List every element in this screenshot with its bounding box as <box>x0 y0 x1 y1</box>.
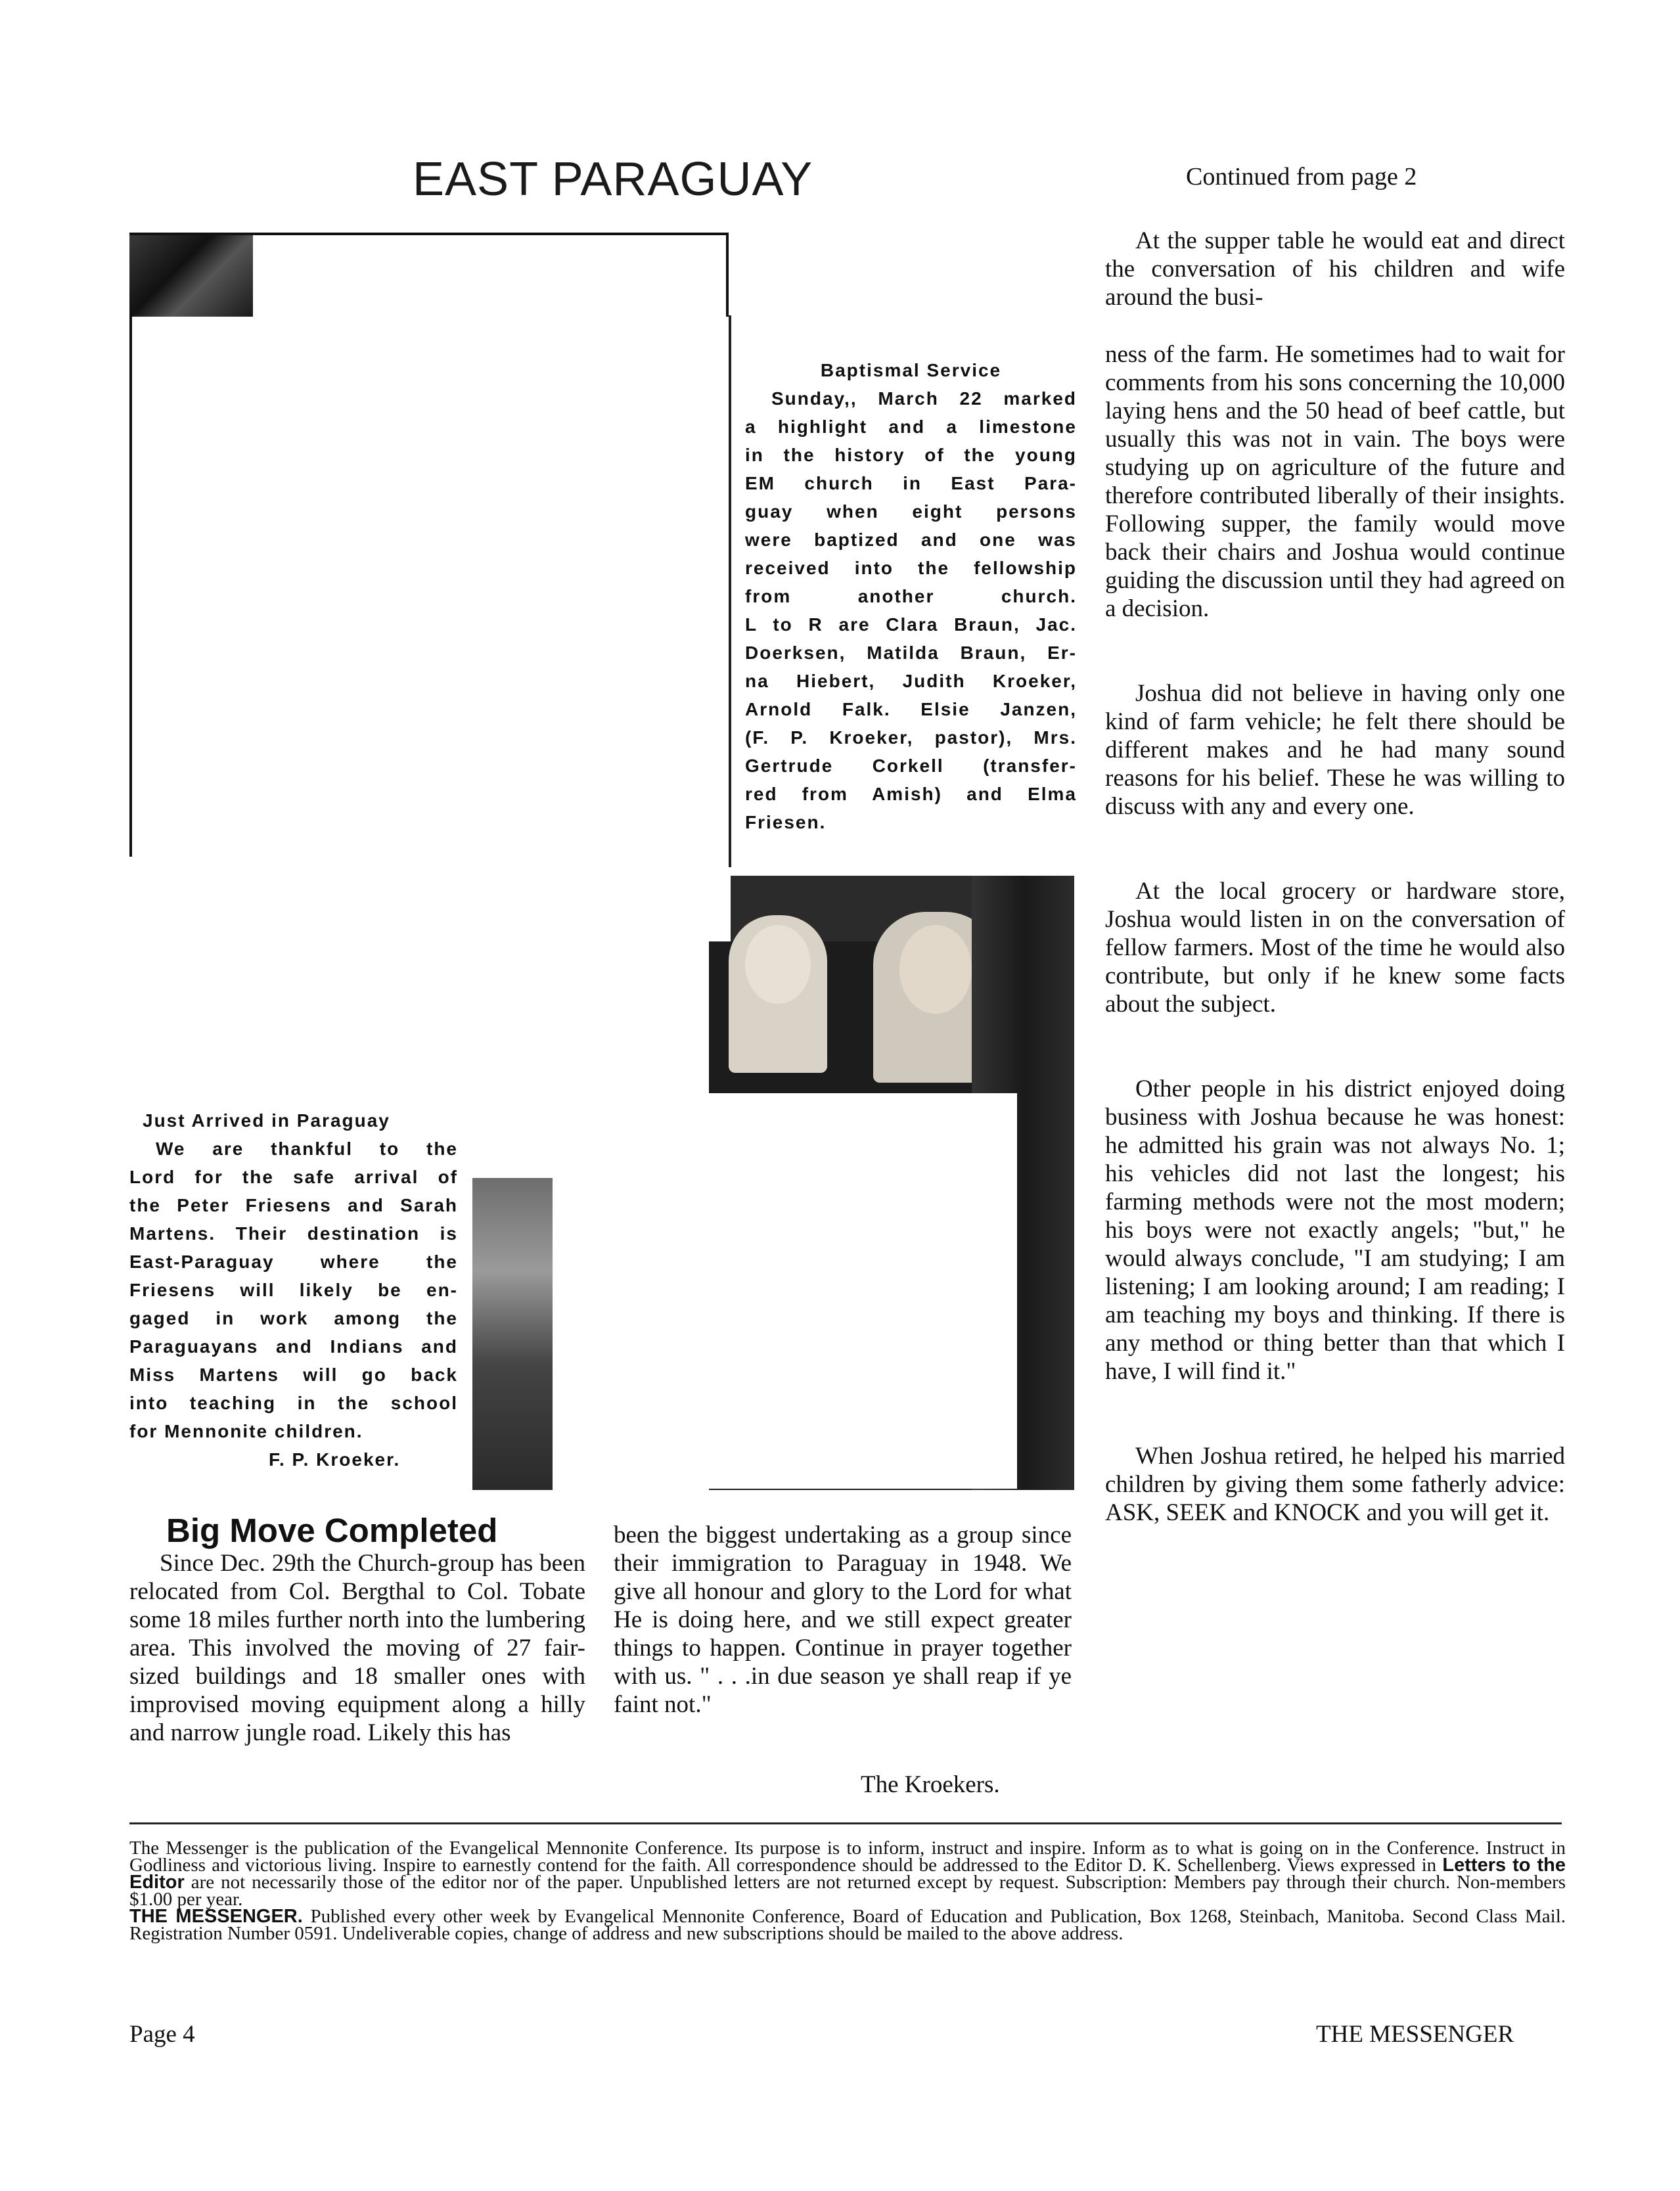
baptismal-line: guay when eight persons <box>745 501 1077 522</box>
big-move-col1: Since Dec. 29th the Church-group has been relocated from Col. Bergthal to Col. Tobate some 18 miles further north into the lumbering area. This involved the moving of 27 fair-sized buildings and 18 smaller ones with improvised moving equipment along a hilly and narrow jungle road. Likely this has <box>129 1550 585 1746</box>
right-para-3: Joshua did not believe in having only one kind of farm vehicle; he felt there should be different makes and he had many sound reasons for his belief. These he was willing to discuss with any and every one. <box>1105 680 1565 820</box>
baptismal-line: received into the fellowship <box>745 558 1077 578</box>
arrived-line: East-Paraguay where the <box>129 1252 458 1272</box>
footer-rule <box>129 1822 1562 1824</box>
baptismal-line: Sunday,, March 22 marked <box>771 388 1077 409</box>
footer-block <box>129 1840 1566 1942</box>
baptismal-line: Friesen. <box>745 812 827 832</box>
baptismal-line: (F. P. Kroeker, pastor), Mrs. <box>745 727 1077 748</box>
big-move-col2: been the biggest undertaking as a group since their immigration to Paraguay in 1948. We give all honour and glory to the Lord for what He is doing here, and we still expect greater things to happen. Continue in prayer together with us. " . . .in due season ye shall reap if ye faint not." <box>614 1522 1072 1718</box>
arrived-title: Just Arrived in Paraguay <box>143 1110 390 1131</box>
arrived-line: Martens. Their destination is <box>129 1223 458 1244</box>
publication-name: THE MESSENGER. <box>129 1906 303 1927</box>
arrived-line: We are thankful to the <box>156 1139 458 1159</box>
arrived-line: Lord for the safe arrival of <box>129 1167 458 1187</box>
arrived-line: into teaching in the school <box>129 1393 458 1413</box>
big-move-headline: Big Move Completed <box>166 1512 498 1549</box>
right-para-2: ness of the farm. He sometimes had to wait for comments from his sons concerning the 10,000 laying hens and the 50 head of beef cattle, but usually this was not in vain. The boys were studying up on agriculture of the future and therefore contributed liberally of their insights. Following supper, the family would move back their chairs and Joshua would continue guiding the discussion until they had agreed on a decision. <box>1105 341 1565 622</box>
arrived-caption <box>129 1106 458 1474</box>
letters-to-editor: Letters to the Editor <box>129 1855 1566 1893</box>
baptismal-title: Baptismal Service <box>820 360 1002 380</box>
right-para-6: When Joshua retired, he helped his married children by giving them some fatherly advice: ASK, SEEK and KNOCK and you will get it. <box>1105 1443 1565 1526</box>
paper-name: THE MESSENGER <box>1316 2021 1514 2048</box>
baptismal-line: were baptized and one was <box>745 530 1077 550</box>
big-move-signature: The Kroekers. <box>861 1771 1000 1798</box>
arrived-signature: F. P. Kroeker. <box>269 1449 401 1470</box>
baptismal-line: Gertrude Corkell (transfer- <box>745 756 1077 776</box>
page-number: Page 4 <box>129 2021 195 2048</box>
photo-fragment <box>129 235 253 317</box>
right-para-1: At the supper table he would eat and direct the conversation of his children and wife around the busi- <box>1105 227 1565 311</box>
arrived-line: the Peter Friesens and Sarah <box>129 1195 458 1215</box>
right-column <box>1105 227 1565 1527</box>
arrived-line: Friesens will likely be en- <box>129 1280 458 1300</box>
continued-note: Continued from page 2 <box>1186 163 1417 191</box>
baptismal-line: na Hiebert, Judith Kroeker, <box>745 671 1077 691</box>
baptismal-line: in the history of the young <box>745 445 1077 465</box>
baptismal-caption <box>745 356 1077 836</box>
baptismal-line: L to R are Clara Braun, Jac. <box>745 614 1077 635</box>
baptismal-line: Arnold Falk. Elsie Janzen, <box>745 699 1077 719</box>
footer-paragraph-2: THE MESSENGER. Published every other week by Evangelical Mennonite Conference, Board of Education and Publication, Box 1268, Steinbach, Manitoba. Second Class Mail. Registration Number 0591. Undeliverable copies, change of address and new subscriptions should be mailed to the above address. <box>129 1906 1566 1944</box>
baptismal-line: EM church in East Para- <box>745 473 1077 493</box>
baptismal-line: from another church. <box>745 586 1077 606</box>
baptismal-line: red from Amish) and Elma <box>745 784 1077 804</box>
arrived-line: Miss Martens will go back <box>129 1365 458 1385</box>
baptismal-line: a highlight and a limestone <box>745 417 1077 437</box>
footer-paragraph-1: The Messenger is the publication of the Evangelical Mennonite Conference. Its purpose is to inform, instruct and inspire. Inform as to what is going on in the Conference. Instruct in Godliness and victorious living. Inspire to earnestly contend for the faith. All correspondence should be addressed to the Editor D. K. Schellenberg. Views expressed in Letters to the Editor are not necessarily those of the editor nor of the paper. Unpublished letters are not returned except by request. Subscription: Members pay through their church. Non-members $1.00 per year. <box>129 1838 1566 1910</box>
arrived-line: Paraguayans and Indians and <box>129 1336 458 1357</box>
baptism-photo-frame <box>129 233 729 857</box>
right-para-5: Other people in his district enjoyed doing business with Joshua because he was honest: he admitted his grain was not always No. 1; his vehicles did not last the longest; his farming methods were not the most modern; his boys were not exactly angels; "but," he would always conclude, "I am studying; I am listening; I am looking around; I am reading; I am teaching my boys and thinking. If there is any method or thing better than that which I have, I will find it." <box>1105 1075 1565 1385</box>
arrived-line: for Mennonite children. <box>129 1421 363 1441</box>
arrived-line: gaged in work among the <box>129 1308 458 1328</box>
section-title: EAST PARAGUAY <box>413 153 813 206</box>
baptismal-line: Doerksen, Matilda Braun, Er- <box>745 643 1077 663</box>
right-para-4: At the local grocery or hardware store, Joshua would listen in on the conversation of fellow farmers. Most of the time he would also contribute, but only if he knew some facts about the subject. <box>1105 878 1565 1018</box>
arrival-photo <box>472 1178 553 1490</box>
